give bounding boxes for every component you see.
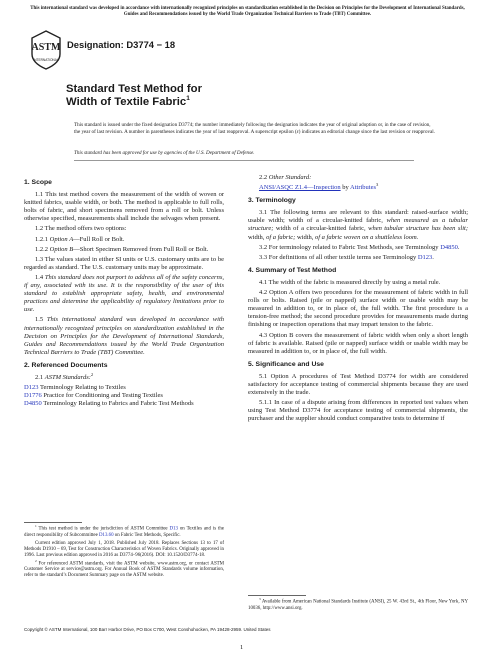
paragraph: 3.1 The following terms are relevant to this standard: raised-surface width; usable width; width of a circular-knitted fabric, when measured as a tubular structure; width of a circular-knitted fabric, when tubular structure has been slit; width, of a fabric; width, of a fabric woven on a shuttleless loom. — [248, 209, 468, 241]
terminology-link[interactable]: D123 — [417, 253, 433, 261]
paragraph: 4.3 Option B covers the measurement of fabric width when only a short length of fabric is available. Raised (pile or napped) surface width or usable width may be measured in addition to, or in place of, the full width. — [248, 331, 468, 355]
paragraph: 5.1.1 In case of a dispute arising from differences in reported test values when using Test Method D3774 for acceptance testing of commercial shipments, the purchaser and the supplier should conduct comparative tests to determine if — [248, 399, 468, 423]
paragraph: 1.2.2 Option B—Short Specimen Removed from Full Roll or Bolt. — [35, 245, 209, 253]
section-heading-terminology: 3. Terminology — [248, 197, 296, 205]
reference-item[interactable]: D4850 Terminology Relating to Fabrics and Fabric Test Methods — [24, 400, 194, 408]
footnote-1: $^1$ This test method is under the jurisdiction of ASTM Committee D13 on Textiles and is the direct responsibility of Subcommittee D13.60 on Fabric Test Methods, Specific. — [24, 524, 224, 538]
section-heading-refs: 2. Referenced Documents — [24, 361, 108, 369]
title-line-2: Width of Textile Fabric — [66, 96, 187, 108]
footnote-divider — [248, 595, 306, 596]
footnote-2: $^2$ For referenced ASTM standards, visit the ASTM website, www.astm.org, or contact ASTM Customer Service at service@astm.org. For Annual Book of ASTM Standards volume information, refer to the standard’s Document Summary page on the ASTM website. — [24, 558, 224, 579]
reference-item[interactable]: D123 Terminology Relating to Textiles — [24, 384, 126, 392]
footnote-3: $^3$ Available from American National Standards Institute (ANSI), 25 W. 43rd St., 4th Floor, New York, NY 10036, http://www.ansi.org. — [248, 597, 469, 611]
paragraph: 4.2 Option A offers two procedures for the measurement of fabric width in full rolls or bolts. Raised (pile or napped) surface width or usable width may be measured in addition to, or in place of, the full width. The first procedure is a tension-free method; the second procedure provides for measurements made during finishing or inspection operations that may impart tension to the fabric. — [248, 289, 468, 329]
logo-text: INTERNATIONAL — [33, 58, 59, 62]
paragraph: 5.1 Option A procedures of Test Method D3774 for width are considered satisfactory for acceptance testing of commercial shipments because they are used extensively in the trade. — [248, 372, 468, 397]
issuance-note: This standard is issued under the fixed designation D3774; the number immediately following the designation indicates the year of original adoption or, in the case of revision, the year of last revision. A number in parentheses indicates the year of last reapproval. A superscript epsilon (ε) indicates an editorial change since the last revision or reapproval. — [74, 122, 435, 135]
page-title — [66, 83, 202, 109]
paragraph: 3.2 For terminology related to Fabric Test Methods, see Terminology D4850. — [259, 243, 460, 251]
paragraph: 2.2 Other Standard: — [259, 174, 312, 181]
footnote-ref: 1 — [186, 95, 190, 103]
section-heading-summary: 4. Summary of Test Method — [248, 266, 337, 274]
copyright-footer: Copyright © ASTM International, 100 Barr Harbor Drive, PO Box C700, West Conshohocken, PA 19428-2959. United States — [24, 627, 271, 632]
section-heading-significance: 5. Significance and Use — [248, 360, 324, 368]
page-number: 1 — [240, 644, 244, 651]
left-column — [24, 174, 224, 408]
right-column — [248, 174, 468, 425]
footnote-1-edition: Current edition approved July 1, 2018. Published July 2018. Replaces Sections 13 to 17 of Methods D1910 – 69, Test for Construction Characteristics of Woven Fabrics. Originally approved in 1996. Last previous edition approved in 2016 as D3774–96(2016). DOI: 10.1520/D3774-18. — [24, 540, 224, 558]
section-heading-scope: 1. Scope — [24, 179, 52, 186]
paragraph: 3.3 For definitions of all other textile terms see Terminology D123. — [259, 253, 434, 261]
dod-approval-note: This standard has been approved for use by agencies of the U.S. Department of Defense. — [74, 150, 255, 156]
designation: Designation: D3774 − 18 — [67, 39, 176, 50]
terminology-link[interactable]: D4850 — [440, 243, 458, 251]
footnotes-right — [248, 599, 468, 614]
paragraph: 1.2.1 Option A—Full Roll or Bolt. — [35, 235, 125, 243]
ansi-reference[interactable]: ANSI/ASQC Z1.4—Inspection by Attributes$^3$ — [259, 181, 379, 192]
paragraph: 1.1 This test method covers the measurement of the width of woven or knitted fabrics, usable width, or both. The method is applicable to full rolls, bolts of fabric, and short specimens removed from a roll or bolt. Unless otherwise specified, measurements shall include the selvages when present. — [24, 191, 224, 223]
footnote-divider — [24, 522, 82, 523]
divider — [74, 160, 414, 161]
astm-logo-icon — [29, 30, 63, 70]
svg-text:ASTM: ASTM — [31, 42, 61, 53]
paragraph: 1.5 This international standard was developed in accordance with internationally recognized principles on standardization established in the Decision on Principles for the Development of International Standards, Guides and Recommendations issued by the World Trade Organization Technical Barriers to Trade (TBT) Committee. — [24, 316, 225, 356]
title-line-1: Standard Test Method for — [66, 83, 202, 95]
reference-list — [24, 384, 224, 408]
reference-item[interactable]: D1776 Practice for Conditioning and Testing Textiles — [24, 392, 163, 400]
wto-notice: This international standard was developed in accordance with internationally recognized principles on standardization established in the Decision on Principles for the Development of International Standards, Guides and Recommendations issued by the World Trade Organization Technical Barriers to Trade (TBT) Committee. — [30, 6, 465, 17]
paragraph: 1.3 The values stated in either SI units or U.S. customary units are to be regarded as standard. The U.S. customary units may be approximate. — [24, 255, 224, 271]
paragraph: 2.1 ASTM Standards:$^2$ — [35, 371, 94, 381]
paragraph: 4.1 The width of the fabric is measured directly by using a metal rule. — [259, 278, 441, 286]
paragraph: 1.2 The method offers two options: — [35, 225, 127, 233]
paragraph: 1.4 This standard does not purport to address all of the safety concerns, if any, associated with its use. It is the responsibility of the user of this standard to establish appropriate safety, health, and environmental practices and determine the applicability of regulatory limitations prior to use. — [24, 273, 224, 314]
footnotes-left — [24, 526, 224, 581]
